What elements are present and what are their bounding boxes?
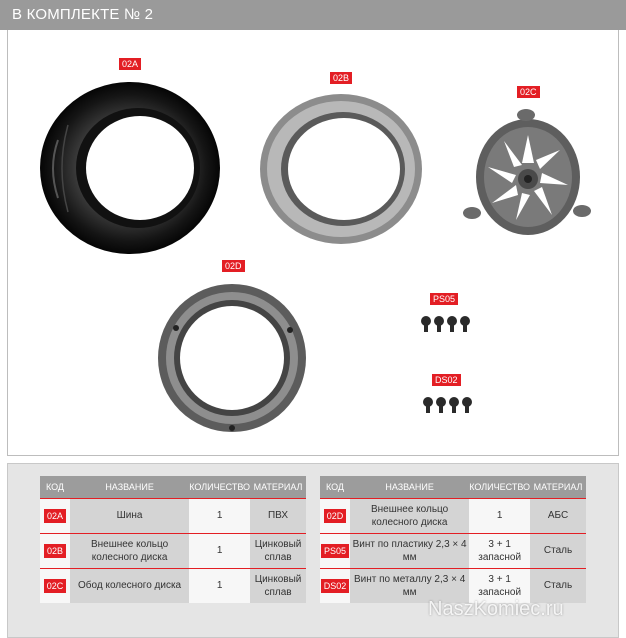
row-name: Винт по пластику 2,3 × 4 мм <box>350 533 469 568</box>
table-row <box>40 568 306 603</box>
row-name: Внешнее кольцо колесного диска <box>350 498 469 533</box>
screws-ds02-image <box>422 395 474 415</box>
row-name: Винт по металлу 2,3 × 4 мм <box>350 568 469 603</box>
watermark-text: NaszKomiec.ru <box>428 598 564 620</box>
screws-ps05-image <box>420 314 472 334</box>
column-header-quantity: КОЛИЧЕСТВО <box>189 476 250 498</box>
page-title: В КОМПЛЕКТЕ № 2 <box>12 6 154 23</box>
row-code: 02D <box>324 509 347 523</box>
row-material: ПВХ <box>250 498 306 533</box>
part-label-02b: 02B <box>330 72 352 84</box>
table-header-row <box>320 476 586 498</box>
wheel-rim-image <box>460 105 595 245</box>
row-quantity: 3 + 1 запасной <box>469 568 530 603</box>
row-code: PS05 <box>321 544 349 558</box>
row-material: Сталь <box>530 533 586 568</box>
tire-image <box>38 80 228 256</box>
row-name: Обод колесного диска <box>70 568 189 603</box>
row-name: Внешнее кольцо колесного диска <box>70 533 189 568</box>
parts-table-right <box>320 476 586 603</box>
abs-ring-image <box>156 282 308 434</box>
table-row <box>320 498 586 533</box>
row-quantity: 1 <box>189 498 250 533</box>
parts-table-left <box>40 476 306 603</box>
row-material: АБС <box>530 498 586 533</box>
column-header-material: МАТЕРИАЛ <box>530 476 586 498</box>
part-label-02a: 02A <box>119 58 141 70</box>
table-row <box>40 533 306 568</box>
outer-ring-image <box>258 92 424 246</box>
part-label-02c: 02C <box>517 86 540 98</box>
row-code: 02B <box>44 544 66 558</box>
part-label-02d: 02D <box>222 260 245 272</box>
table-row <box>40 498 306 533</box>
column-header-code: КОД <box>40 476 70 498</box>
row-quantity: 3 + 1 запасной <box>469 533 530 568</box>
table-row <box>320 533 586 568</box>
column-header-name: НАЗВАНИЕ <box>350 476 469 498</box>
row-code: 02A <box>44 509 66 523</box>
column-header-name: НАЗВАНИЕ <box>70 476 189 498</box>
part-label-ps05: PS05 <box>430 293 458 305</box>
row-code: DS02 <box>321 579 350 593</box>
row-material: Цинковый сплав <box>250 568 306 603</box>
column-header-code: КОД <box>320 476 350 498</box>
table-header-row <box>40 476 306 498</box>
row-material: Цинковый сплав <box>250 533 306 568</box>
row-quantity: 1 <box>189 533 250 568</box>
row-quantity: 1 <box>469 498 530 533</box>
row-name: Шина <box>70 498 189 533</box>
column-header-material: МАТЕРИАЛ <box>250 476 306 498</box>
row-quantity: 1 <box>189 568 250 603</box>
row-material: Сталь <box>530 568 586 603</box>
column-header-quantity: КОЛИЧЕСТВО <box>469 476 530 498</box>
header-bar <box>0 0 626 30</box>
row-code: 02C <box>44 579 67 593</box>
part-label-ds02: DS02 <box>432 374 461 386</box>
